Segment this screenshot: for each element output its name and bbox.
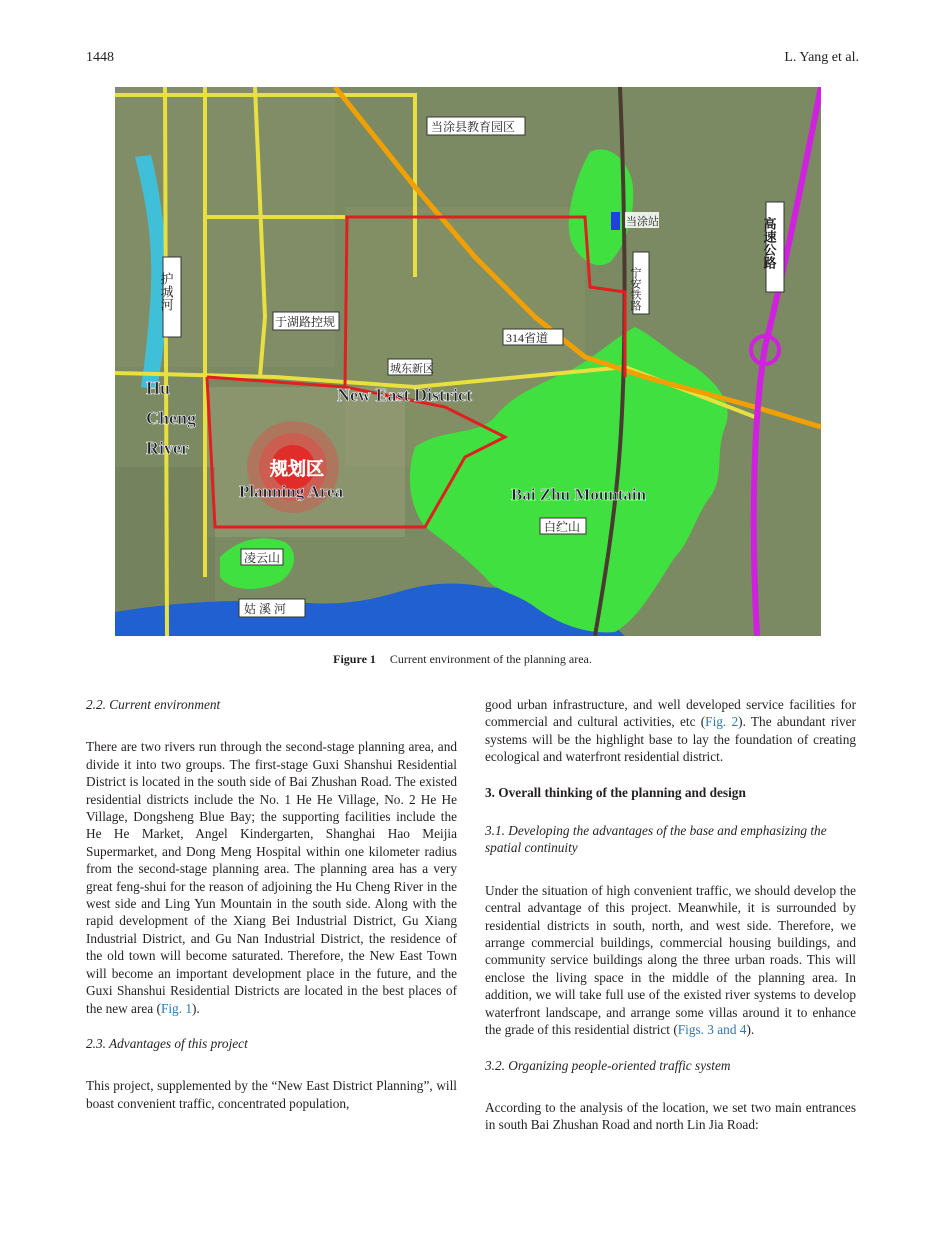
label-new-east-district: New East District <box>337 385 472 405</box>
label-road-314: 314省道 <box>506 331 549 345</box>
label-hu-cheng-1: Hu <box>146 378 171 398</box>
heading-2-2: 2.2. Current environment <box>86 697 221 712</box>
label-guxi-river: 姑 溪 河 <box>244 602 287 616</box>
left-column <box>86 696 457 1112</box>
label-planning-cn: 规划区 <box>270 459 324 479</box>
label-yuhu-road: 于湖路控规 <box>275 315 336 329</box>
heading-3-1: 3.1. Developing the advantages of the base and emphasizing the spatial continuity <box>485 823 827 856</box>
label-bai-zhu-cn: 白纻山 <box>544 520 581 534</box>
fig-1-link[interactable]: Fig. 1 <box>160 1000 192 1016</box>
right-column <box>485 696 856 1134</box>
paragraph-advantages: This project, supplemented by the “New East District Planning”, will boast convenient traffic, concentrated population, <box>86 1078 457 1111</box>
figure-caption <box>0 652 925 667</box>
fig-2-link[interactable]: Fig. 2 <box>705 714 739 730</box>
figure-caption-text: Current environment of the planning area. <box>389 652 592 666</box>
label-moat: 护城河 <box>158 272 174 311</box>
station-marker <box>611 212 620 230</box>
heading-3-2: 3.2. Organizing people-oriented traffic system <box>485 1057 731 1073</box>
label-edu-zone: 当涂县教育园区 <box>431 120 516 134</box>
paragraph-advantages-cont: good urban infrastructure, and well developed service facilities for commercial and cultural activities, etc (Fig. 2). The abundant river systems will be the highlight base to lay the foundation of creating ecological and waterfront residential district. <box>485 697 856 765</box>
label-ling-yun: 凌云山 <box>244 551 281 565</box>
page-number: 1448 <box>86 50 114 65</box>
label-expressway: 高速公路 <box>761 217 777 269</box>
heading-2-3: 2.3. Advantages of this project <box>86 1035 248 1051</box>
label-hu-cheng-3: River <box>146 438 189 458</box>
label-east-new-area: 城东新区 <box>390 363 434 375</box>
paragraph-spatial-continuity: Under the situation of high convenient traffic, we should develop the central advantage of this project. Meanwhile, it is surrounded by residential districts in south, north, and west side. Therefore, we arrange commercial buildings, commercial housing buildings, and community service buildings along the three urban roads. This will enclose the living space in the middle of the planning area. In addition, we will take full use of the existed river systems to develop waterfront landscape, and arrange some villas around it to enhance the grade of this residential district (Figs. 3 and 4). <box>485 882 856 1038</box>
label-station: 当涂站 <box>626 216 659 228</box>
figs-3-4-link[interactable]: Figs. 3 and 4 <box>677 1022 747 1038</box>
heading-3: 3. Overall thinking of the planning and design <box>485 784 746 800</box>
label-hu-cheng-2: Cheng <box>146 408 197 428</box>
label-bai-zhu-en: Bai Zhu Mountain <box>511 485 647 504</box>
figure-label: Figure 1 <box>333 652 376 666</box>
figure-1-map <box>115 87 821 636</box>
label-planning-en: Planning Area <box>239 482 344 501</box>
running-header-authors: L. Yang et al. <box>784 50 859 65</box>
label-railway: 宁安铁路 <box>629 267 641 311</box>
paragraph-current-environment: There are two rivers run through the second-stage planning area, and divide it into two groups. The first-stage Guxi Shanshui Residential District is located in the south side of Bai Zhushan Road. The existed residential districts include the No. 1 He He Village, No. 2 He He Village, Dongsheng Blue Bay; the supporting facilities include the He He Market, Angel Kindergarten, Shanghai Hao Meijia Supermarket, and Dong Meng Hospital within one kilometer radius from the second-stage planning area. The planning area has a very great feng-shui for the reason of adjoining the Hu Cheng River in the west side and Ling Yun Mountain in the south side. Along with the rapid development of the Xiang Bei Industrial District, Gu Xiang Industrial District, and Gu Nan Industrial District, the residence of the old town will become saturated. Therefore, the New East Town will become an important development place in the future, and the Guxi Shanshui Residential Districts are located in the best places of the new area (Fig. 1). <box>86 739 457 1016</box>
paragraph-traffic-system: According to the analysis of the location, we set two main entrances in south Bai Zhushan Road and north Lin Jia Road: <box>485 1099 856 1133</box>
